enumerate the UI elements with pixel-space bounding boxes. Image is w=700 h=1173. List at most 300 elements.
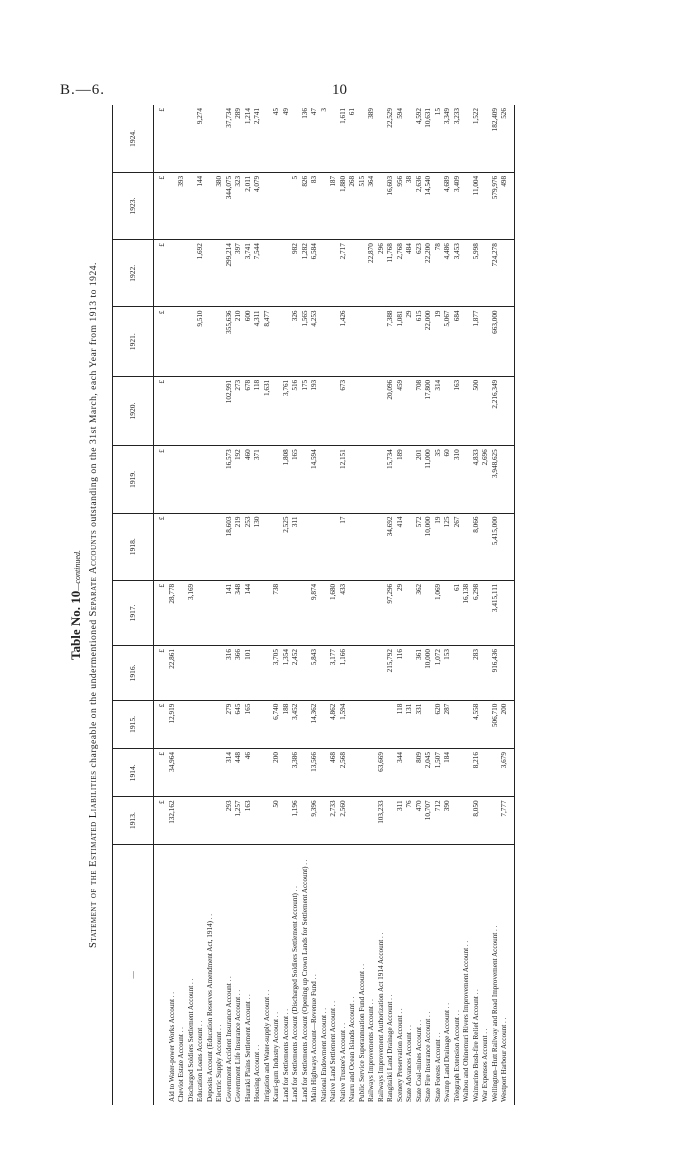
year-value-cell [215,646,225,701]
account-name [491,844,501,1105]
year-value-cell: 331 [415,700,425,748]
year-value-cell: 1,426 [339,307,349,376]
year-value-cell: 200 [272,749,282,797]
year-value-cell: 364 [367,172,377,239]
year-value-cell [348,376,358,445]
year-value-cell: 28,778 [168,580,178,645]
year-value-cell [301,700,311,748]
year-value-cell: 50 [272,797,282,844]
year-value-cell [500,307,514,376]
year-value-cell: 10,631 [424,105,434,172]
year-value-cell: 498 [500,172,514,239]
year-value-cell: £ [154,749,168,797]
year-value-cell [187,513,197,580]
account-name-text: Railways Improvements Account [367,1006,375,1102]
year-value-cell: 165 [244,700,254,748]
table-row [272,105,282,1105]
leader-dots: . . [253,1044,261,1052]
table-row [500,105,514,1105]
year-value-cell: 1,081 [396,307,406,376]
year-value-cell [462,172,472,239]
account-name [196,844,206,1105]
year-value-cell [253,797,263,844]
leader-dots: . . [348,996,356,1004]
leader-dots: . . [395,1008,404,1016]
year-value-cell: 14,540 [424,172,434,239]
table-row [215,105,225,1105]
year-value-cell: 1,692 [196,240,206,307]
leader-dots: . . [224,976,233,984]
account-name [206,844,216,1105]
year-value-cell: 5,998 [472,240,482,307]
year-value-cell: 506,710 [491,700,501,748]
year-value-cell [462,513,472,580]
year-value-cell: 809 [415,749,425,797]
year-value-cell: 2,525 [282,513,292,580]
table-row [320,105,330,1105]
year-value-cell: 118 [396,700,406,748]
year-value-cell [377,513,387,580]
account-name-text: War Expenses Account [481,1035,489,1102]
account-name [453,844,463,1105]
year-value-cell [377,376,387,445]
year-value-cell [481,700,491,748]
leader-dots: . . [481,1028,489,1036]
year-value-cell: 10,000 [424,646,434,701]
year-value-cell [215,446,225,513]
year-value-cell [358,700,368,748]
year-value-cell [206,105,216,172]
year-value-cell [187,797,197,844]
year-value-cell [206,513,216,580]
year-value-cell: £ [154,307,168,376]
year-value-cell [320,580,330,645]
year-value-cell: 4,833 [472,446,482,513]
year-value-cell: 253 [244,513,254,580]
column-header-year: 1915. [113,700,154,748]
year-value-cell [177,749,187,797]
year-value-cell: 4,592 [415,105,425,172]
year-value-cell [320,446,330,513]
year-value-cell: 361 [415,646,425,701]
year-value-cell: 7,777 [500,797,514,844]
account-name [272,844,282,1105]
year-value-cell [215,513,225,580]
year-value-cell: 724,278 [491,240,501,307]
leader-dots: . . [281,1008,290,1016]
year-value-cell: 380 [215,172,225,239]
year-value-cell [206,700,216,748]
year-value-cell: 1,880 [339,172,349,239]
year-value-cell: 712 [434,797,444,844]
year-value-cell: 60 [443,446,453,513]
year-value-cell [177,700,187,748]
year-value-cell: 433 [339,580,349,645]
column-header-year: 1922. [113,240,154,307]
year-value-cell [386,797,396,844]
account-name-text: Hauraki Plains Settlement Account [243,1001,252,1102]
account-name [282,844,292,1105]
year-value-cell: 8,477 [263,307,273,376]
year-value-cell: 6,298 [472,580,482,645]
year-value-cell: 1,354 [282,646,292,701]
year-value-cell: 310 [453,446,463,513]
table-body [154,105,515,1105]
year-value-cell [253,700,263,748]
statement-mid: chargeable on the undermentioned [88,616,99,771]
column-header-year: 1924. [113,105,154,172]
year-value-cell: 116 [396,646,406,701]
year-value-cell [462,376,472,445]
year-value-cell [320,240,330,307]
account-name-text: Electric Supply Account [215,1031,223,1102]
year-value-cell [348,307,358,376]
year-value-cell [215,105,225,172]
account-name [168,844,178,1105]
year-value-cell: 9,274 [196,105,206,172]
year-value-cell [348,749,358,797]
year-value-cell [187,240,197,307]
year-value-cell: 8,066 [472,513,482,580]
year-value-cell [263,240,273,307]
year-value-cell: 267 [453,513,463,580]
year-value-cell: 348 [234,580,244,645]
year-value-cell [329,105,339,172]
year-value-cell: 11,768 [386,240,396,307]
year-value-cell: 5,067 [443,307,453,376]
account-name [215,844,225,1105]
year-value-cell: 182,409 [491,105,501,172]
year-value-cell [329,446,339,513]
year-value-cell: 982 [291,240,301,307]
year-value-cell [367,646,377,701]
year-value-cell: 279 [225,700,235,748]
account-name [500,844,514,1105]
year-value-cell: 188 [282,700,292,748]
table-row [329,105,339,1105]
column-header-year: 1921. [113,307,154,376]
year-value-cell: 22,529 [386,105,396,172]
table-row [453,105,463,1105]
account-name-text: Aid to Water-power Works Account [167,998,176,1102]
year-value-cell [177,646,187,701]
column-header-year: 1920. [113,376,154,445]
year-value-cell: 397 [234,240,244,307]
year-value-cell: 141 [225,580,235,645]
year-value-cell: 2,717 [339,240,349,307]
year-value-cell [301,646,311,701]
account-name [443,844,453,1105]
year-value-cell [462,446,472,513]
year-value-cell: 3,948,625 [491,446,501,513]
year-value-cell: 3,349 [443,105,453,172]
year-value-cell: 371 [253,446,263,513]
year-value-cell [491,797,501,844]
account-name [377,844,387,1105]
account-name [225,844,235,1105]
year-value-cell: 83 [310,172,320,239]
year-value-cell [367,446,377,513]
account-name-text: Public Service Superannuation Fund Account [357,971,366,1102]
account-name-text: Scenery Preservation Account [395,1015,404,1102]
year-value-cell: 5,415,000 [491,513,501,580]
year-value-cell: 18,603 [225,513,235,580]
year-value-cell: 61 [348,105,358,172]
year-value-cell: 326 [291,307,301,376]
year-value-cell: 468 [329,749,339,797]
year-value-cell: 2,011 [244,172,254,239]
account-name-text: Irrigation and Water-supply Account [262,996,271,1102]
year-value-cell: 3,415,111 [491,580,501,645]
year-value-cell: 3,453 [453,240,463,307]
year-value-cell: 175 [301,376,311,445]
year-value-cell [196,797,206,844]
year-value-cell [348,446,358,513]
year-value-cell: 579,976 [491,172,501,239]
year-value-cell: 916,436 [491,646,501,701]
year-value-cell [282,580,292,645]
account-name-text: Telegraph Extension Account [452,1017,461,1102]
year-value-cell [196,446,206,513]
year-value-cell [358,580,368,645]
year-value-cell: 2,696 [481,446,491,513]
year-value-cell [424,700,434,748]
year-value-cell: 3,705 [272,646,282,701]
year-value-cell: 273 [234,376,244,445]
year-value-cell: 16,603 [386,172,396,239]
table-title-text: Table No. 10 [68,590,83,660]
year-value-cell: 49 [282,105,292,172]
account-name-text: Nauru and Ocean Islands Account [348,1003,356,1102]
year-value-cell: 414 [396,513,406,580]
account-name-text: National Endowment Account [319,1014,328,1102]
year-value-cell: 210 [234,307,244,376]
account-name [481,844,491,1105]
year-value-cell [320,513,330,580]
year-value-cell: £ [154,376,168,445]
year-value-cell: 16,138 [462,580,472,645]
year-value-cell [377,172,387,239]
year-value-cell [177,513,187,580]
year-value-cell: £ [154,240,168,307]
account-name-text: Waimarino Bush-fire Relief Account [471,996,480,1102]
table-row [434,105,444,1105]
year-value-cell: £ [154,797,168,844]
year-value-cell [272,307,282,376]
year-value-cell [263,700,273,748]
year-value-cell: £ [154,646,168,701]
year-value-cell [481,513,491,580]
table-row [177,105,187,1105]
year-value-cell [377,105,387,172]
year-value-cell: 184 [443,749,453,797]
year-value-cell [206,240,216,307]
year-value-cell: 132,162 [168,797,178,844]
account-name-text: Government Accident Insurance Account [224,983,233,1102]
year-value-cell: 1,072 [434,646,444,701]
account-name-text: Deposits Account (Education Reserves Amendment Act, 1914) [205,920,214,1102]
year-value-cell: 515 [358,172,368,239]
year-value-cell: 393 [177,172,187,239]
year-value-cell [320,376,330,445]
year-value-cell: 4,558 [472,700,482,748]
year-value-cell: 323 [234,172,244,239]
year-value-cell: 12,919 [168,700,178,748]
account-name-text: Education Loans Account [196,1027,204,1102]
account-name [291,844,301,1105]
leader-dots: . . [376,932,385,940]
leader-dots: . . [424,1011,432,1019]
leader-dots: . . [196,1020,204,1028]
year-value-cell: 2,768 [396,240,406,307]
year-value-cell: 17,800 [424,376,434,445]
year-value-cell [453,700,463,748]
leader-dots: . . [462,940,470,948]
table-statement [88,105,99,1105]
year-value-cell: 38 [405,172,415,239]
year-value-cell: 15,734 [386,446,396,513]
year-value-cell [358,240,368,307]
table-header-row [113,105,154,1105]
year-value-cell: 9,396 [310,797,320,844]
year-value-cell [168,172,178,239]
year-value-cell [377,446,387,513]
account-name-text: Land for Settlements Account (Opening up Crown Lands for Settlement Account) [300,866,309,1102]
year-value-cell: 101 [244,646,254,701]
year-value-cell: 663,000 [491,307,501,376]
year-value-cell [481,105,491,172]
year-value-cell [301,513,311,580]
table-row [168,105,178,1105]
account-name [154,844,168,1105]
year-value-cell [462,307,472,376]
table-row [291,105,301,1105]
column-header-year: 1919. [113,446,154,513]
year-value-cell [405,376,415,445]
leader-dots: . . [452,1010,461,1018]
leader-dots: . . [433,1032,442,1040]
year-value-cell: 47 [310,105,320,172]
year-value-cell: 9,874 [310,580,320,645]
year-value-cell: 3,233 [453,105,463,172]
leader-dots: . . [338,1023,347,1031]
year-value-cell [263,749,273,797]
year-value-cell [500,580,514,645]
year-value-cell: 1,214 [244,105,254,172]
year-value-cell: 1,631 [263,376,273,445]
year-value-cell [282,797,292,844]
year-value-cell [462,240,472,307]
year-value-cell [206,797,216,844]
year-value-cell: 311 [291,513,301,580]
year-value-cell [301,749,311,797]
year-value-cell: 620 [434,700,444,748]
column-header-account: — [113,844,154,1105]
year-value-cell [348,797,358,844]
year-value-cell [301,797,311,844]
liabilities-table [112,105,515,1105]
year-value-cell: 9,510 [196,307,206,376]
year-value-cell [491,749,501,797]
year-value-cell [348,700,358,748]
page-number: 10 [332,82,347,98]
year-value-cell [453,646,463,701]
year-value-cell: 1,565 [301,307,311,376]
table-row [301,105,311,1105]
year-value-cell [481,749,491,797]
year-value-cell: 826 [301,172,311,239]
year-value-cell: 5 [291,172,301,239]
year-value-cell: 366 [234,646,244,701]
leader-dots: . . [262,989,271,997]
year-value-cell: 3,679 [500,749,514,797]
year-value-cell: 678 [244,376,254,445]
year-value-cell [168,513,178,580]
table-row [244,105,254,1105]
account-name [358,844,368,1105]
year-value-cell: 673 [339,376,349,445]
year-value-cell: 344,075 [225,172,235,239]
year-value-cell [320,307,330,376]
year-value-cell [329,240,339,307]
year-value-cell: 8,050 [472,797,482,844]
table-row [491,105,501,1105]
table-row [253,105,263,1105]
year-value-cell [282,172,292,239]
rotated-table-region [68,105,680,1105]
year-value-cell [263,513,273,580]
table-title [68,105,84,1105]
year-value-cell [462,749,472,797]
year-value-cell: £ [154,513,168,580]
table-row [206,105,216,1105]
year-value-cell: 22,200 [424,240,434,307]
year-value-cell [301,580,311,645]
year-value-cell [500,646,514,701]
year-value-cell [206,446,216,513]
year-value-cell [320,646,330,701]
table-title-continued: —continued. [73,550,82,591]
account-name-text: Housing Account [253,1051,261,1102]
table-row [405,105,415,1105]
leader-dots: . . [367,999,375,1007]
account-name [396,844,406,1105]
year-value-cell: 165 [291,446,301,513]
year-value-cell: 293 [225,797,235,844]
year-value-cell [443,376,453,445]
year-value-cell: 5,843 [310,646,320,701]
statement-accounts: Separate Accounts [88,529,99,617]
account-name [310,844,320,1105]
account-name [177,844,187,1105]
year-value-cell: 14,362 [310,700,320,748]
year-value-cell [405,580,415,645]
year-value-cell [320,797,330,844]
year-value-cell: 314 [225,749,235,797]
year-value-cell [329,376,339,445]
year-value-cell [481,797,491,844]
year-value-cell: 1,282 [301,240,311,307]
year-value-cell [196,376,206,445]
year-value-cell: 1,877 [472,307,482,376]
year-value-cell [177,376,187,445]
year-value-cell [329,307,339,376]
account-name [234,844,244,1105]
year-value-cell: 2,560 [339,797,349,844]
year-value-cell [453,797,463,844]
year-value-cell: 4,253 [310,307,320,376]
year-value-cell [377,700,387,748]
